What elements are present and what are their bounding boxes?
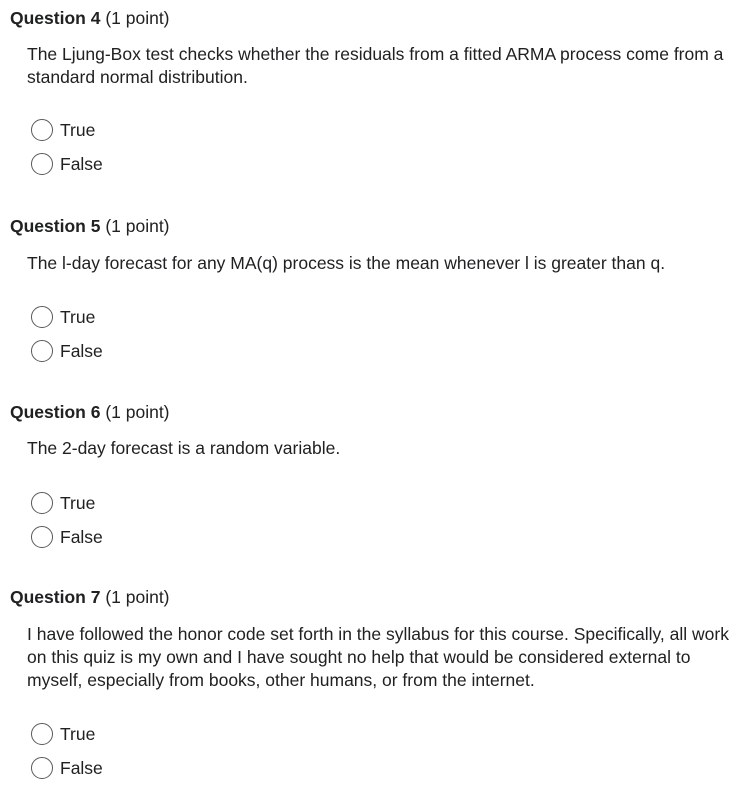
option-label: True <box>60 493 96 513</box>
option-label: False <box>60 341 103 361</box>
option-label: False <box>60 758 103 778</box>
option-label: False <box>60 154 103 174</box>
question-text: The Ljung-Box test checks whether the residuals from a fitted ARMA process come from a standard normal distribution. <box>27 44 724 87</box>
question-header <box>10 401 170 423</box>
option-label: False <box>60 527 103 547</box>
question-header <box>10 7 170 29</box>
question-points: (1 point) <box>105 402 170 422</box>
question-text: I have followed the honor code set forth in the syllabus for this course. Specifically, all work on this quiz is my own and I have sought no help that would be considered external to myself, especially from books, other humans, or from the internet. <box>27 624 729 690</box>
option-false[interactable] <box>31 755 103 781</box>
question-points: (1 point) <box>105 216 170 236</box>
question-points: (1 point) <box>105 8 170 28</box>
question-text: The l-day forecast for any MA(q) process is the mean whenever l is greater than q. <box>27 253 666 273</box>
question-title: Question 6 <box>10 402 101 422</box>
radio-button[interactable] <box>31 492 53 514</box>
question-title: Question 5 <box>10 216 101 236</box>
option-true[interactable] <box>31 117 95 143</box>
option-label: True <box>60 724 96 744</box>
option-true[interactable] <box>31 490 95 516</box>
question-title: Question 4 <box>10 8 101 28</box>
radio-button[interactable] <box>31 153 53 175</box>
option-false[interactable] <box>31 338 103 364</box>
option-true[interactable] <box>31 304 95 330</box>
question-header <box>10 586 170 608</box>
radio-button[interactable] <box>31 340 53 362</box>
radio-button[interactable] <box>31 306 53 328</box>
question-text: The 2-day forecast is a random variable. <box>27 438 341 458</box>
option-false[interactable] <box>31 151 103 177</box>
question-points: (1 point) <box>105 587 170 607</box>
question-title: Question 7 <box>10 587 101 607</box>
radio-button[interactable] <box>31 757 53 779</box>
option-label: True <box>60 120 96 140</box>
option-false[interactable] <box>31 524 103 550</box>
option-label: True <box>60 307 96 327</box>
radio-button[interactable] <box>31 723 53 745</box>
radio-button[interactable] <box>31 119 53 141</box>
radio-button[interactable] <box>31 526 53 548</box>
question-header <box>10 215 170 237</box>
option-true[interactable] <box>31 721 95 747</box>
